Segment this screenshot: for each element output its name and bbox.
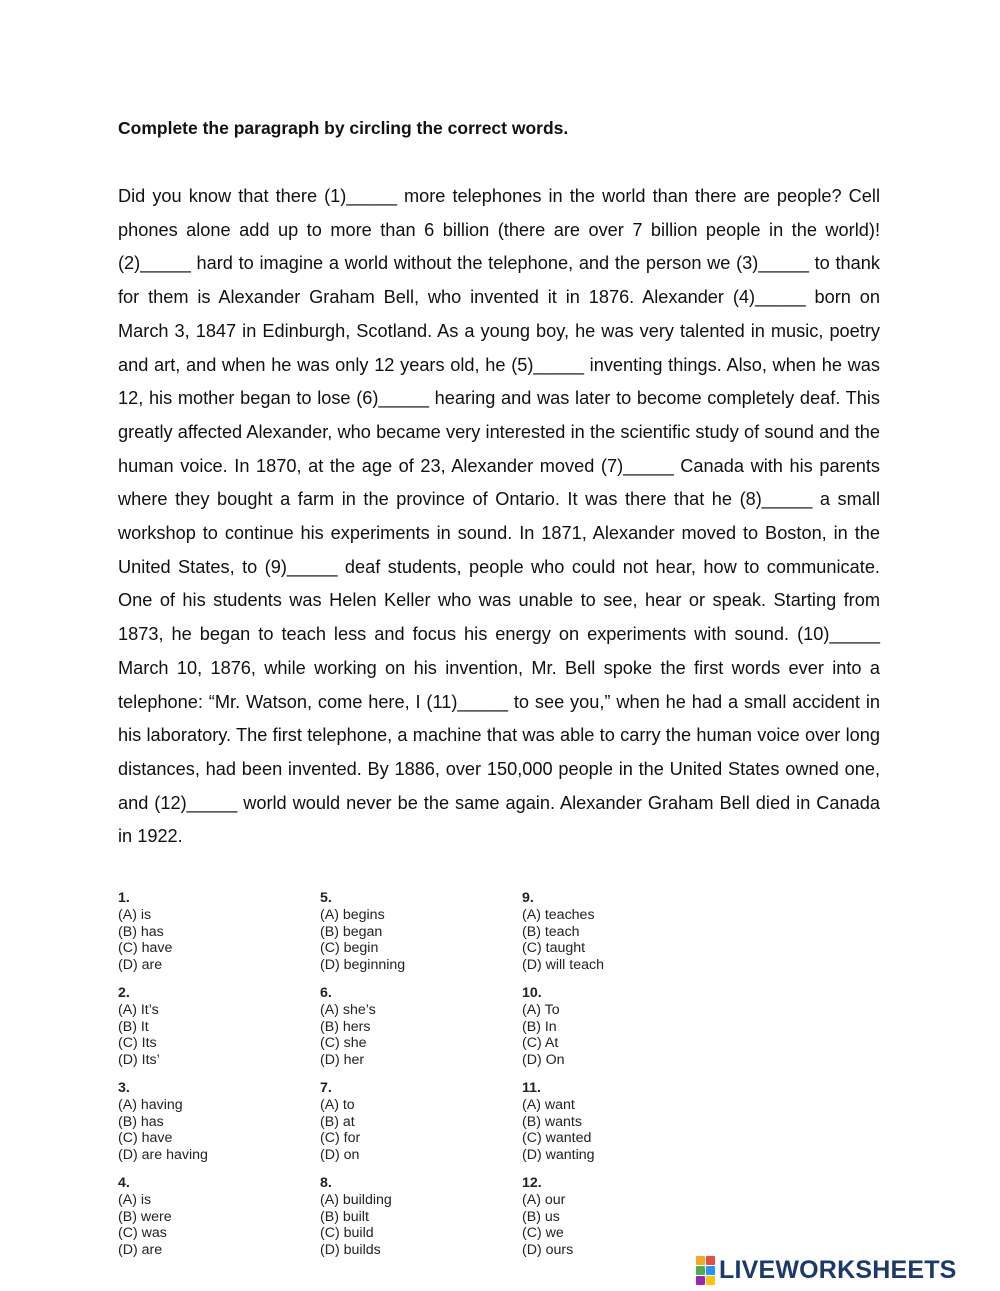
answer-option[interactable]: (A) is [118, 1191, 152, 1208]
answer-option[interactable]: (B) built [320, 1208, 369, 1225]
question-number: 11. [522, 1080, 541, 1096]
logo-square [706, 1256, 715, 1265]
answer-option[interactable]: (C) taught [522, 940, 586, 957]
answer-option[interactable]: (D) On [522, 1052, 565, 1069]
answer-option[interactable]: (C) we [522, 1225, 564, 1242]
logo-square [696, 1256, 705, 1265]
answer-option[interactable]: (A) want [522, 1096, 575, 1113]
answer-option[interactable]: (B) It [118, 1018, 149, 1035]
answer-option[interactable]: (C) for [320, 1130, 361, 1147]
question-number: 6. [320, 985, 332, 1001]
answer-option[interactable]: (D) beginning [320, 957, 406, 974]
question-block [320, 985, 522, 1080]
answer-options-grid [118, 890, 724, 1270]
answer-option[interactable]: (D) on [320, 1147, 360, 1164]
answer-option[interactable]: (A) begins [320, 906, 385, 923]
logo-square [706, 1276, 715, 1285]
answer-option[interactable]: (D) builds [320, 1242, 381, 1259]
answer-option[interactable]: (D) will teach [522, 957, 604, 974]
question-block [320, 1080, 522, 1175]
answer-option[interactable]: (B) has [118, 1113, 164, 1130]
question-number: 12. [522, 1175, 542, 1191]
answer-option[interactable]: (D) her [320, 1052, 365, 1069]
question-block [118, 1175, 320, 1270]
liveworksheets-logo [696, 1255, 957, 1285]
question-number: 3. [118, 1080, 130, 1096]
answer-option[interactable]: (A) teaches [522, 906, 595, 923]
question-block [522, 1080, 724, 1175]
reading-paragraph: Did you know that there (1)_____ more telephones in the world than there are people? Cell phones alone add up to more than 6 billion (there are over 7 billion people in the world)! (2)_____ hard to imagine a world without the telephone, and the person we (3)_____ to thank for them is Alexander Graham Bell, who invented it in 1876. Alexander (4)_____ born on March 3, 1847 in Edinburgh, Scotland. As a young boy, he was very talented in music, poetry and art, and when he was only 12 years old, he (5)_____ inventing things. Also, when he was 12, his mother began to lose (6)_____ hearing and was later to become completely deaf. This greatly affected Alexander, who became very interested in the scientific study of sound and the human voice. In 1870, at the age of 23, Alexander moved (7)_____ Canada with his parents where they bought a farm in the province of Ontario. It was there that he (8)_____ a small workshop to continue his experiments in sound. In 1871, Alexander moved to Boston, in the United States, to (9)_____ deaf students, people who could not hear, how to communicate. One of his students was Helen Keller who was unable to see, hear or speak. Starting from 1873, he began to teach less and focus his energy on experiments with sound. (10)_____ March 10, 1876, while working on his invention, Mr. Bell spoke the first words ever into a telephone: “Mr. Watson, come here, I (11)_____ to see you,” when he had a small accident in his laboratory. The first telephone, a machine that was able to carry the human voice over long distances, had been invented. By 1886, over 150,000 people in the United States owned one, and (12)_____ world would never be the same again. Alexander Graham Bell died in Canada in 1922. [118, 186, 880, 847]
answer-option[interactable]: (C) have [118, 940, 173, 957]
answer-option[interactable]: (A) To [522, 1001, 560, 1018]
answer-option[interactable]: (A) having [118, 1096, 183, 1113]
answer-option[interactable]: (B) wants [522, 1113, 582, 1130]
logo-square [706, 1266, 715, 1275]
answer-option[interactable]: (D) ours [522, 1242, 574, 1259]
question-block [522, 1175, 724, 1270]
question-number: 7. [320, 1080, 332, 1096]
question-number: 4. [118, 1175, 130, 1191]
question-block [118, 890, 320, 985]
question-block [320, 1175, 522, 1270]
answer-option[interactable]: (C) have [118, 1130, 173, 1147]
logo-text: LIVEWORKSHEETS [719, 1255, 957, 1284]
question-number: 10. [522, 985, 542, 1001]
answer-option[interactable]: (D) are [118, 957, 163, 974]
question-block [320, 890, 522, 985]
answer-option[interactable]: (B) us [522, 1208, 560, 1225]
answer-option[interactable]: (C) Its [118, 1035, 157, 1052]
answer-option[interactable]: (A) It’s [118, 1001, 159, 1018]
logo-square [696, 1266, 705, 1275]
answer-option[interactable]: (C) build [320, 1225, 374, 1242]
question-number: 9. [522, 890, 534, 906]
question-number: 5. [320, 890, 332, 906]
question-number: 1. [118, 890, 130, 906]
answer-option[interactable]: (A) building [320, 1191, 392, 1208]
liveworksheets-logo-icon [696, 1256, 715, 1285]
answer-option[interactable]: (B) began [320, 923, 383, 940]
answer-option[interactable]: (B) In [522, 1018, 557, 1035]
instruction-heading: Complete the paragraph by circling the correct words. [118, 118, 569, 138]
answer-option[interactable]: (B) were [118, 1208, 172, 1225]
answer-option[interactable]: (A) is [118, 906, 152, 923]
question-number: 2. [118, 985, 130, 1001]
question-block [522, 985, 724, 1080]
answer-option[interactable]: (C) At [522, 1035, 559, 1052]
answer-option[interactable]: (B) at [320, 1113, 355, 1130]
answer-option[interactable]: (D) are [118, 1242, 163, 1259]
answer-option[interactable]: (C) wanted [522, 1130, 592, 1147]
answer-option[interactable]: (A) to [320, 1096, 355, 1113]
logo-square [696, 1276, 705, 1285]
answer-option[interactable]: (B) hers [320, 1018, 371, 1035]
answer-option[interactable]: (A) our [522, 1191, 566, 1208]
answer-option[interactable]: (D) wanting [522, 1147, 595, 1164]
answer-option[interactable]: (C) was [118, 1225, 167, 1242]
question-number: 8. [320, 1175, 332, 1191]
answer-option[interactable]: (D) Its’ [118, 1052, 160, 1069]
answer-option[interactable]: (A) she’s [320, 1001, 376, 1018]
answer-option[interactable]: (C) she [320, 1035, 367, 1052]
question-block [118, 1080, 320, 1175]
answer-option[interactable]: (D) are having [118, 1147, 208, 1164]
answer-option[interactable]: (C) begin [320, 940, 379, 957]
answer-option[interactable]: (B) teach [522, 923, 580, 940]
question-block [522, 890, 724, 985]
question-block [118, 985, 320, 1080]
answer-option[interactable]: (B) has [118, 923, 164, 940]
